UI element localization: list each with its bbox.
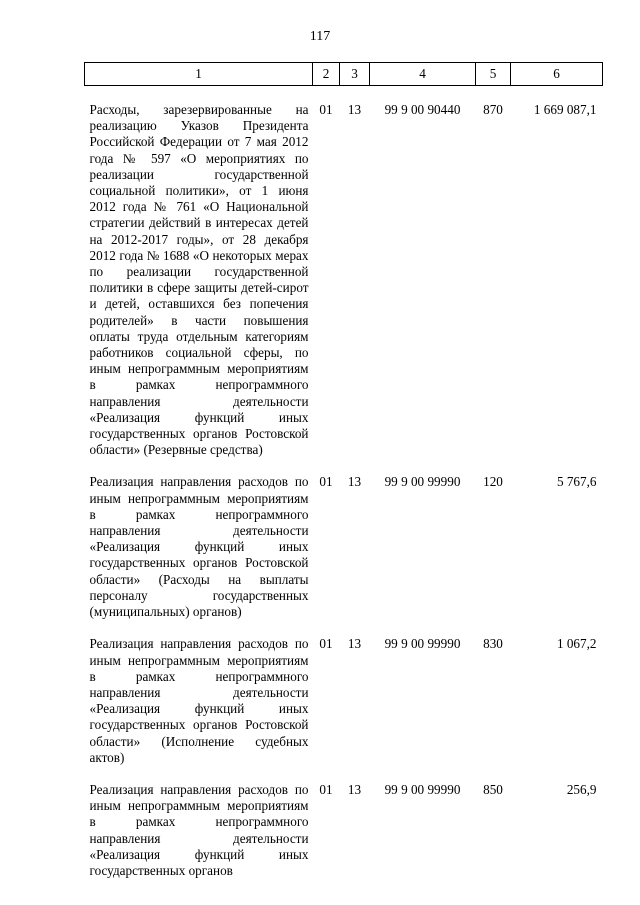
row-amount: 256,9 — [566, 781, 597, 797]
row-amount: 1 669 087,1 — [533, 102, 597, 117]
header-row — [85, 63, 603, 86]
row-subsection: 13 — [347, 781, 362, 797]
row-section: 01 — [319, 474, 333, 490]
row-section: 01 — [319, 636, 333, 652]
row-description: Реализация направления расходов по иным непрограммным мероприятиям в рамках непрограммного направления деятельности «Реализация функций иных государственных органов Ростовской области» (Исполнение судебных актов) — [89, 636, 309, 765]
spacer-row — [85, 458, 603, 472]
row-section: 01 — [319, 102, 333, 117]
row-expense-type: 850 — [483, 781, 503, 797]
table-header — [85, 63, 603, 86]
row-expense-type: 120 — [483, 474, 503, 490]
page-number: 117 — [309, 29, 331, 44]
row-amount: 1 067,2 — [556, 636, 597, 652]
header-cell-1: 1 — [85, 63, 313, 86]
row-amount: 5 767,6 — [556, 474, 597, 490]
row-target-article: 99 9 00 90440 — [384, 102, 461, 117]
spacer-row — [85, 620, 603, 634]
row-description: Расходы, зарезервированные на реализацию Указов Президента Российской Федерации от 7 мая 2012 года № 597 «О мероприятиях по реализации государственной социальной политики», от 1 июня 2012 года № 761 «О Национальной стратегии действий в интересах детей на 2012-2017 годы», от 28 декабря 2012 года № 1688 «О некоторых мерах по реализации государственной политики в сфере защиты детей-сирот и детей, оставшихся без попечения родителей» в части повышения оплаты труда отдельным категориям работников социальной сферы, по иным непрограммным мероприятиям в рамках непрограммного направления деятельности «Реализация функций иных государственных органов Ростовской области» (Резервные средства) — [89, 102, 309, 458]
row-section: 01 — [319, 781, 333, 797]
row-subsection: 13 — [347, 474, 362, 490]
table-row — [85, 472, 603, 620]
table-row — [85, 780, 603, 879]
row-expense-type: 870 — [483, 102, 503, 117]
table-row — [85, 100, 603, 458]
table-body — [85, 86, 603, 880]
spacer-row — [85, 766, 603, 780]
table-row — [85, 634, 603, 766]
header-cell-5: 5 — [476, 63, 511, 86]
budget-table — [84, 62, 603, 879]
header-cell-2: 2 — [313, 63, 340, 86]
row-description: Реализация направления расходов по иным непрограммным мероприятиям в рамках непрограммного направления деятельности «Реализация функций иных государственных органов Ростовской области» (Расходы на выплаты персоналу государственных (муниципальных) органов) — [89, 474, 309, 620]
row-expense-type: 830 — [483, 636, 503, 652]
row-subsection: 13 — [347, 102, 362, 117]
header-cell-6: 6 — [511, 63, 603, 86]
row-target-article: 99 9 00 99990 — [384, 781, 461, 797]
row-target-article: 99 9 00 99990 — [384, 474, 461, 490]
spacer-row — [85, 86, 603, 101]
row-subsection: 13 — [347, 636, 362, 652]
header-cell-4: 4 — [370, 63, 476, 86]
header-cell-3: 3 — [340, 63, 370, 86]
row-target-article: 99 9 00 99990 — [384, 636, 461, 652]
row-description: Реализация направления расходов по иным непрограммным мероприятиям в рамках непрограммного направления деятельности «Реализация функций иных государственных органов — [89, 781, 309, 878]
